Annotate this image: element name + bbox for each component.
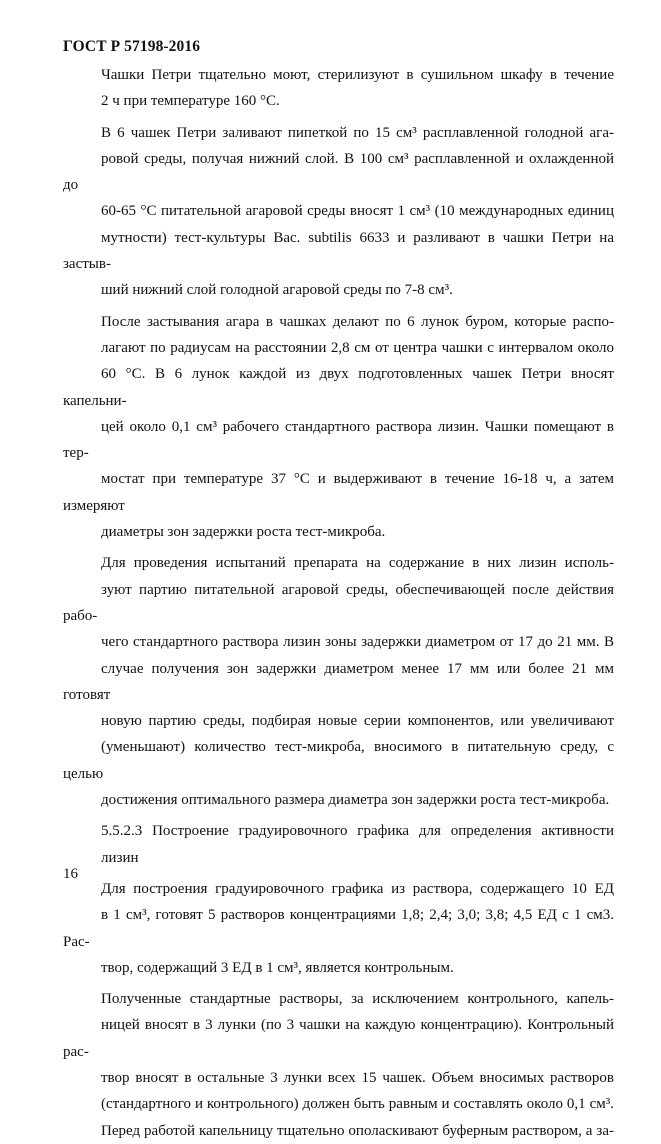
text-line: Чашки Петри тщательно моют, стерилизуют в сушильном шкафу в течение: [101, 67, 614, 83]
section-heading-5-5-2-3: [63, 818, 614, 871]
text-line: лагают по радиусам на расстоянии 2,8 см от центра чашки с интервалом около: [101, 339, 614, 356]
text-line: лизин: [101, 849, 139, 866]
text-line: Для построения градуировочного графика из раствора, содержащего 10 ЕД: [101, 880, 614, 897]
text-line: ницей вносят в 3 лунки (по 3 чашки на каждую концентрацию). Контрольный рас-: [63, 1017, 614, 1060]
text-line: твор вносят в остальные 3 лунки всех 15 чашек. Объем вносимых растворов: [101, 1069, 614, 1086]
text-line: Перед работой капельницу тщательно ополаскивают буферным раствором, а за-: [101, 1122, 614, 1139]
text-line: ший нижний слой голодной агаровой среды по 7-8 см³.: [101, 282, 453, 299]
page-number: 16: [63, 866, 78, 882]
paragraph-2: [63, 120, 614, 304]
paragraph-6: [63, 876, 614, 981]
text-line: в 1 см³, готовят 5 растворов концентрациями 1,8; 2,4; 3,0; 3,8; 4,5 ЕД с 1 см3. Рас-: [63, 907, 614, 950]
paragraph-1: [63, 62, 614, 115]
text-line: Для проведения испытаний препарата на содержание в них лизин исполь-: [101, 555, 614, 572]
text-line: случае получения зон задержки диаметром менее 17 мм или более 21 мм готовят: [63, 660, 614, 703]
document-body: [63, 62, 614, 1144]
document-header: ГОСТ Р 57198-2016: [63, 38, 201, 55]
text-line: ровой среды, получая нижний слой. В 100 см³ расплавленной и охлажденной до: [63, 150, 614, 194]
text-line: мостат при температуре 37 °С и выдерживают в течение 16-18 ч, а затем измеряют: [63, 471, 614, 514]
text-line: достижения оптимального размера диаметра зон задержки роста тест-микроба.: [101, 792, 610, 809]
text-line: 2 ч при температуре 160 °С.: [101, 93, 280, 110]
text-line: После застывания агара в чашках делают по 6 лунок буром, которые распо-: [101, 313, 614, 330]
text-line: мутности) тест-культуры Bac. subtilis 6633 и разливают в чашки Петри на застыв-: [63, 229, 614, 273]
paragraph-4: [63, 550, 614, 813]
paragraph-3: [63, 309, 614, 546]
text-line: цей около 0,1 см³ рабочего стандартного раствора лизин. Чашки помещают в тер-: [63, 418, 614, 462]
text-line: зуют партию питательной агаровой среды, обеспечивающей после действия рабо-: [63, 581, 614, 624]
text-line: 5.5.2.3 Построение градуировочного графика для определения активности: [101, 823, 614, 840]
text-line: Полученные стандартные растворы, за исключением контрольного, капель-: [101, 991, 614, 1008]
text-line: (стандартного и контрольного) должен быть равным и составлять около 0,1 см³.: [101, 1096, 614, 1113]
text-line: В 6 чашек Петри заливают пипеткой по 15 см³ расплавленной голодной ага-: [101, 124, 614, 141]
text-line: 60-65 °С питательной агаровой среды вносят 1 см³ (10 международных единиц: [101, 203, 614, 220]
paragraph-7: [63, 986, 614, 1144]
text-line: новую партию среды, подбирая новые серии компонентов, или увеличивают: [101, 713, 614, 730]
text-line: чего стандартного раствора лизин зоны задержки диаметром от 17 до 21 мм. В: [101, 634, 614, 651]
text-line: (уменьшают) количество тест-микроба, вносимого в питательную среду, с целью: [63, 739, 614, 782]
text-line: диаметры зон задержки роста тест-микроба.: [101, 524, 386, 541]
text-line: твор, содержащий 3 ЕД в 1 см³, является контрольным.: [101, 959, 454, 976]
text-line: 60 °С. В 6 лунок каждой из двух подготовленных чашек Петри вносят капельни-: [63, 366, 614, 409]
